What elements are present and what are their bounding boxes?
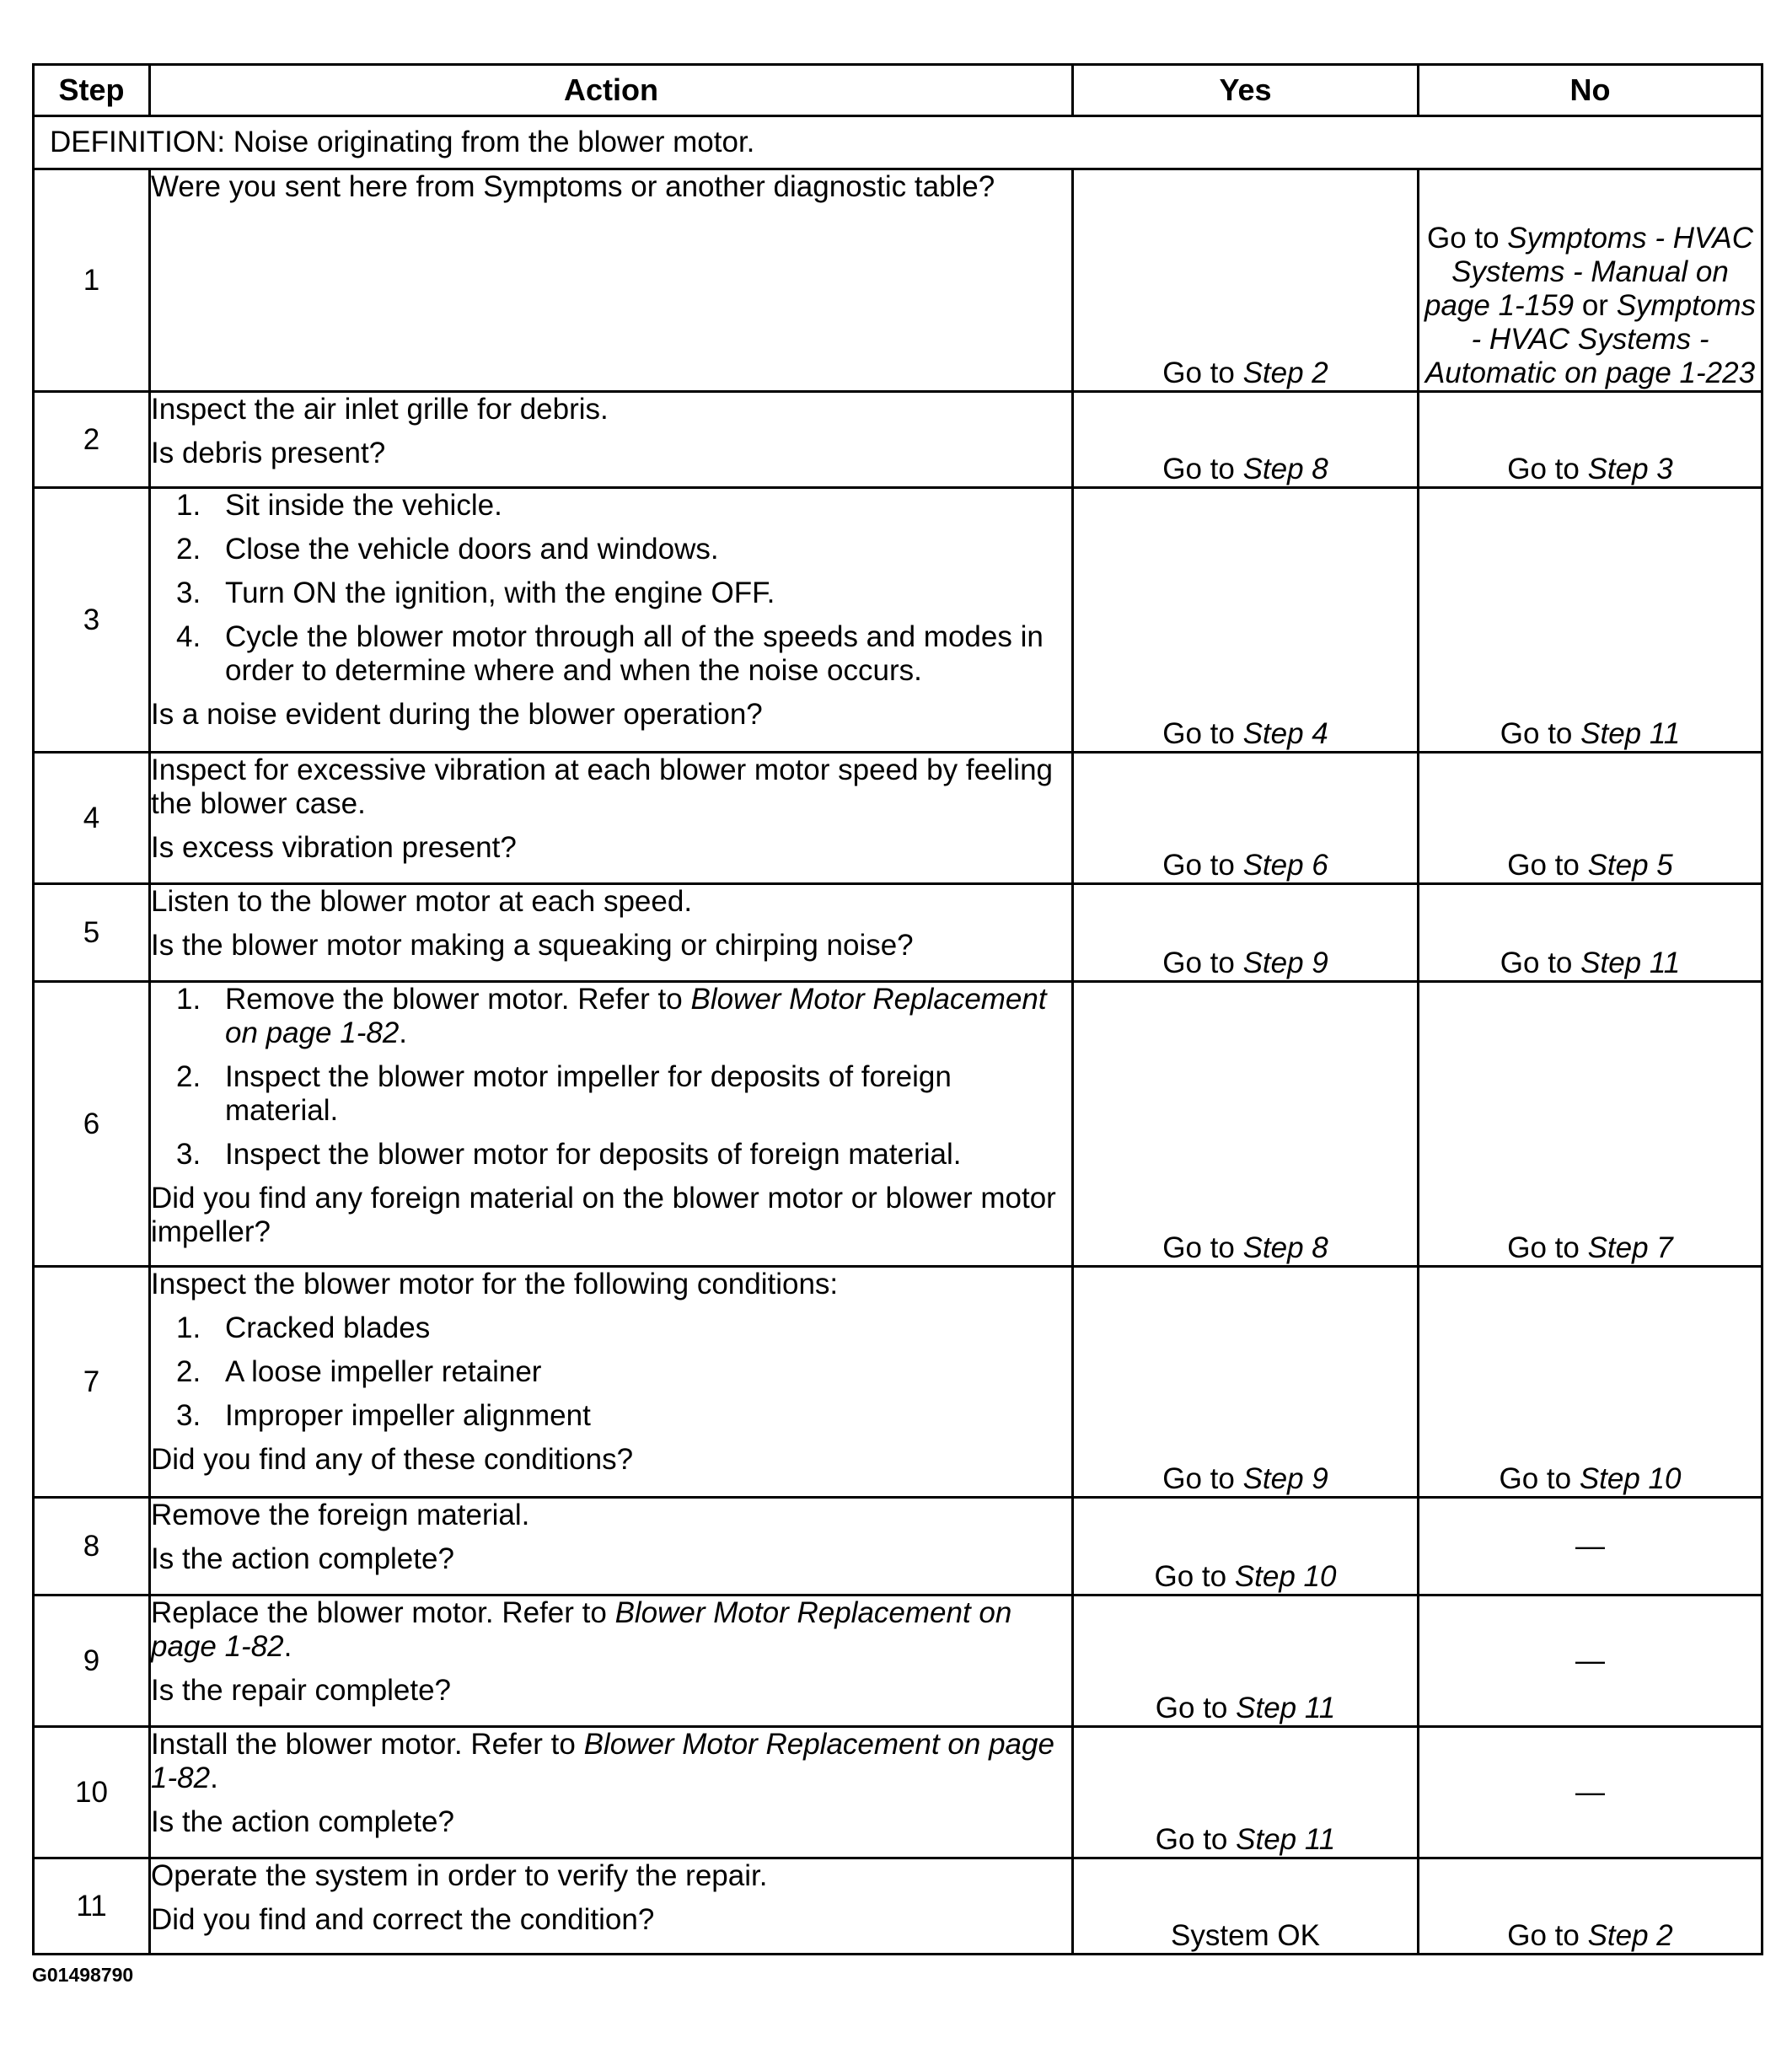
- definition-row: [34, 116, 1762, 169]
- step-link[interactable]: Step 8: [1242, 1231, 1328, 1264]
- numbered-list: [151, 983, 1071, 1172]
- no-cell-dash: —: [1419, 1595, 1762, 1727]
- table-row: [34, 488, 1762, 753]
- action-text: Install the blower motor. Refer to Blower Motor Replacement on page 1-82.: [151, 1728, 1054, 1794]
- step-number: 3: [34, 488, 150, 753]
- action-cell: [150, 1727, 1073, 1858]
- step-number: 5: [34, 884, 150, 982]
- symptoms-manual-link[interactable]: Symptoms - HVAC Systems - Manual on page 1-159: [1424, 222, 1754, 322]
- table-row: [34, 1267, 1762, 1498]
- step-number: 4: [34, 753, 150, 884]
- no-cell: Go to Step 7: [1419, 982, 1762, 1267]
- action-question: Is a noise evident during the blower operation?: [151, 698, 763, 731]
- step-number: 1: [34, 169, 150, 392]
- yes-cell: Go to Step 9: [1073, 1267, 1419, 1498]
- step-link[interactable]: Step 6: [1242, 849, 1328, 882]
- step-link[interactable]: Step 10: [1234, 1560, 1337, 1593]
- symptoms-automatic-link[interactable]: Symptoms - HVAC Systems - Automatic on page 1-223: [1424, 289, 1756, 389]
- step-number: 8: [34, 1498, 150, 1595]
- step-number: 11: [34, 1858, 150, 1955]
- step-link[interactable]: Step 11: [1580, 947, 1681, 979]
- action-text: Operate the system in order to verify the repair.: [151, 1859, 768, 1892]
- step-link[interactable]: Step 9: [1242, 1462, 1328, 1495]
- yes-cell: Go to Step 4: [1073, 488, 1419, 753]
- no-cell: Go to Step 5: [1419, 753, 1762, 884]
- step-number: 2: [34, 392, 150, 488]
- action-question: Is the action complete?: [151, 1805, 454, 1838]
- action-question: Did you find and correct the condition?: [151, 1903, 655, 1936]
- step-number: 7: [34, 1267, 150, 1498]
- diagnostic-table-document: [32, 63, 1761, 1955]
- step-number: 9: [34, 1595, 150, 1727]
- list-item: 2. Close the vehicle doors and windows.: [176, 533, 719, 566]
- list-item: 3. Turn ON the ignition, with the engine OFF.: [176, 577, 775, 609]
- table-row: [34, 1595, 1762, 1727]
- no-cell-dash: —: [1419, 1727, 1762, 1858]
- definition-text: DEFINITION: Noise originating from the blower motor.: [34, 116, 1762, 169]
- yes-cell: Go to Step 9: [1073, 884, 1419, 982]
- action-question: Is the action complete?: [151, 1542, 454, 1575]
- action-text: Remove the foreign material.: [151, 1499, 530, 1531]
- table-header-row: [34, 65, 1762, 116]
- action-cell: [150, 169, 1073, 392]
- blower-motor-replacement-link[interactable]: Blower Motor Replacement on page 1-82: [151, 1728, 1054, 1794]
- header-action: Action: [150, 65, 1073, 116]
- table-row: [34, 1727, 1762, 1858]
- step-link[interactable]: Step 10: [1579, 1462, 1682, 1495]
- step-link[interactable]: Step 2: [1587, 1919, 1673, 1952]
- table-row: [34, 1858, 1762, 1955]
- table-row: [34, 884, 1762, 982]
- action-cell: [150, 392, 1073, 488]
- step-link[interactable]: Step 8: [1242, 453, 1328, 485]
- numbered-list: [151, 489, 1071, 688]
- step-link[interactable]: Step 9: [1242, 947, 1328, 979]
- action-question: Is the blower motor making a squeaking or chirping noise?: [151, 929, 914, 962]
- no-cell: Go to Step 3: [1419, 392, 1762, 488]
- yes-cell: Go to Step 8: [1073, 982, 1419, 1267]
- no-cell: Go to Step 11: [1419, 884, 1762, 982]
- no-cell-dash: —: [1419, 1498, 1762, 1595]
- no-cell: Go to Step 10: [1419, 1267, 1762, 1498]
- no-cell: Go to Step 2: [1419, 1858, 1762, 1955]
- list-item: 1. Remove the blower motor. Refer to Blower Motor Replacement on page 1-82.: [176, 983, 1047, 1049]
- diagnostic-table: [32, 63, 1763, 1955]
- numbered-list: [151, 1311, 1071, 1433]
- step-link[interactable]: Step 4: [1242, 717, 1328, 750]
- action-text: Inspect for excessive vibration at each blower motor speed by feeling the blower case.: [151, 753, 1054, 820]
- no-cell: Go to Symptoms - HVAC Systems - Manual on page 1-159 or Symptoms - HVAC Systems - Automatic on page 1-223: [1419, 169, 1762, 392]
- action-cell: [150, 753, 1073, 884]
- action-cell: [150, 1858, 1073, 1955]
- action-question: Is excess vibration present?: [151, 831, 517, 864]
- list-item: 3. Inspect the blower motor for deposits of foreign material.: [176, 1138, 962, 1171]
- step-link[interactable]: Step 11: [1236, 1823, 1336, 1856]
- step-link[interactable]: Step 5: [1587, 849, 1673, 882]
- header-step: Step: [34, 65, 150, 116]
- step-link[interactable]: Step 2: [1242, 357, 1328, 389]
- action-text: Replace the blower motor. Refer to Blower Motor Replacement on page 1-82.: [151, 1596, 1012, 1663]
- table-row: [34, 1498, 1762, 1595]
- action-text: Listen to the blower motor at each speed.: [151, 885, 693, 918]
- action-question: Did you find any foreign material on the blower motor or blower motor impeller?: [151, 1182, 1056, 1248]
- yes-cell: Go to Step 8: [1073, 392, 1419, 488]
- action-text: Inspect the air inlet grille for debris.: [151, 393, 609, 426]
- table-row: [34, 753, 1762, 884]
- yes-cell: Go to Step 2: [1073, 169, 1419, 392]
- action-question: Did you find any of these conditions?: [151, 1443, 634, 1476]
- blower-motor-replacement-link[interactable]: Blower Motor Replacement on page 1-82: [151, 1596, 1012, 1663]
- action-cell: [150, 884, 1073, 982]
- step-link[interactable]: Step 7: [1587, 1231, 1673, 1264]
- list-item: 2. A loose impeller retainer: [176, 1355, 542, 1388]
- header-no: No: [1419, 65, 1762, 116]
- yes-cell: Go to Step 6: [1073, 753, 1419, 884]
- no-cell: Go to Step 11: [1419, 488, 1762, 753]
- action-cell: [150, 1595, 1073, 1727]
- figure-id: G01498790: [32, 1964, 134, 1986]
- header-yes: Yes: [1073, 65, 1419, 116]
- yes-cell: System OK: [1073, 1858, 1419, 1955]
- list-item: 3. Improper impeller alignment: [176, 1399, 591, 1432]
- table-row: [34, 392, 1762, 488]
- action-question: Is the repair complete?: [151, 1674, 452, 1707]
- action-text: Inspect the blower motor for the following conditions:: [151, 1268, 839, 1301]
- list-item: 1. Cracked blades: [176, 1311, 431, 1344]
- table-row: [34, 982, 1762, 1267]
- step-number: 6: [34, 982, 150, 1267]
- blower-motor-replacement-link[interactable]: Blower Motor Replacement on page 1-82: [225, 983, 1047, 1049]
- step-link[interactable]: Step 11: [1580, 717, 1681, 750]
- yes-cell: Go to Step 11: [1073, 1595, 1419, 1727]
- action-cell: [150, 1267, 1073, 1498]
- list-item: 1. Sit inside the vehicle.: [176, 489, 502, 522]
- action-cell: [150, 982, 1073, 1267]
- list-item: 2. Inspect the blower motor impeller for deposits of foreign material.: [176, 1060, 952, 1127]
- step-link[interactable]: Step 3: [1587, 453, 1673, 485]
- action-question: Is debris present?: [151, 437, 386, 469]
- list-item: 4. Cycle the blower motor through all of the speeds and modes in order to determine where and when the noise occurs.: [176, 620, 1044, 687]
- table-row: [34, 169, 1762, 392]
- step-number: 10: [34, 1727, 150, 1858]
- action-cell: [150, 488, 1073, 753]
- action-cell: [150, 1498, 1073, 1595]
- yes-cell: Go to Step 11: [1073, 1727, 1419, 1858]
- yes-cell: Go to Step 10: [1073, 1498, 1419, 1595]
- action-text: Were you sent here from Symptoms or another diagnostic table?: [151, 170, 995, 203]
- step-link[interactable]: Step 11: [1236, 1692, 1336, 1724]
